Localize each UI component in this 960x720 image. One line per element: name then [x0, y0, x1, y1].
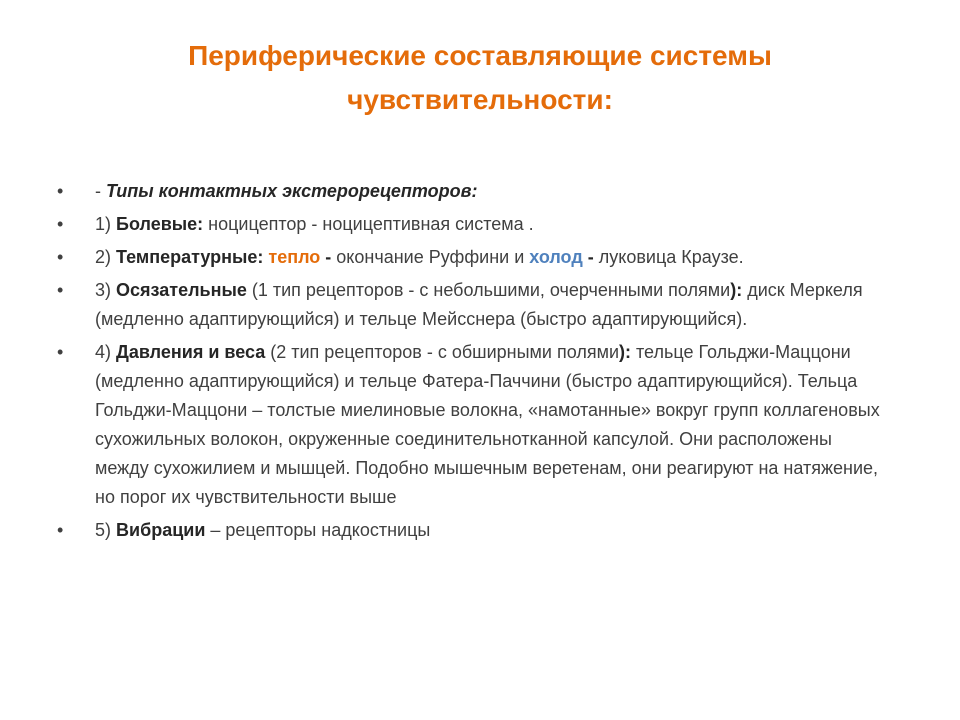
item-text: (2 тип рецепторов - с обширными полями	[265, 342, 620, 362]
title-line-2: чувствительности:	[347, 84, 613, 115]
list-item-contact-types	[57, 177, 887, 206]
item-number: 1)	[95, 214, 117, 234]
item-number: 2)	[95, 247, 117, 267]
cold-word: холод	[529, 247, 583, 267]
list-item-pressure	[57, 338, 887, 512]
bullet-icon: •	[57, 181, 64, 201]
separator: -	[582, 247, 599, 267]
colon: ):	[730, 280, 743, 300]
item-text: луковица Краузе.	[598, 247, 744, 267]
bullet-icon: •	[57, 247, 64, 267]
dash: -	[95, 181, 106, 201]
item-label: Температурные:	[116, 247, 264, 267]
list-item-temperature	[57, 243, 887, 272]
item-label: Давления и веса	[116, 342, 266, 362]
item-label: Вибрации	[116, 520, 206, 540]
bullet-icon: •	[57, 520, 64, 540]
slide-content	[57, 177, 887, 549]
item-label: Болевые:	[116, 214, 204, 234]
item-number: 4)	[95, 342, 117, 362]
section-heading: Типы контактных экстерорецепторов:	[106, 181, 478, 201]
list-item-pain	[57, 210, 887, 239]
item-text: тельце Гольджи-Маццони (медленно адаптирующийся) и тельце Фатера-Паччини (быстро адаптирующийся). Тельца Гольджи-Маццони – толстые миелиновые волокна, «намотанные» вокруг групп коллагеновых сухожильных волокон, окруженные соединительнотканной капсулой. Они расположены между сухожилием и мышцей. Подобно мышечным веретенам, они реагируют на натяжение, но порог их чувствительности выше	[95, 342, 880, 507]
colon: ):	[619, 342, 632, 362]
title-line-1: Периферические составляющие системы	[188, 40, 772, 71]
item-number: 3)	[95, 280, 117, 300]
bullet-icon: •	[57, 280, 64, 300]
separator: -	[320, 247, 337, 267]
bullet-icon: •	[57, 342, 64, 362]
list-item-tactile	[57, 276, 887, 334]
bullet-icon: •	[57, 214, 64, 234]
warm-word: тепло	[268, 247, 321, 267]
item-label: Осязательные	[116, 280, 247, 300]
item-number: 5)	[95, 520, 117, 540]
item-text: (1 тип рецепторов - с небольшими, очерченными полями	[246, 280, 731, 300]
item-text: – рецепторы надкостницы	[205, 520, 431, 540]
item-text: диск Меркеля (медленно адаптирующийся) и тельце Мейсснера (быстро адаптирующийся).	[95, 280, 863, 329]
slide-title	[120, 34, 840, 122]
item-text: окончание Руффини и	[336, 247, 530, 267]
list-item-vibration	[57, 516, 887, 545]
bullet-list	[57, 177, 887, 545]
item-text: ноцицептор - ноцицептивная система .	[203, 214, 534, 234]
